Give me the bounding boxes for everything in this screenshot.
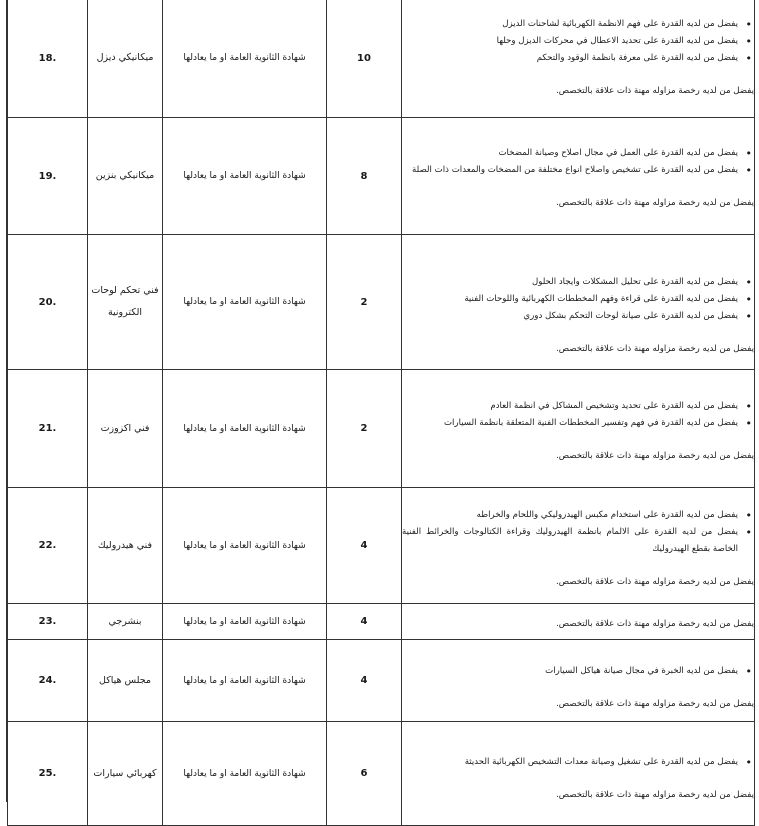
requirement-item: • يفضل من لديه القدرة على فهم الانظمة الكهربائية لشاحنات الديزل (402, 16, 738, 33)
positions-count: 6 (327, 722, 402, 826)
requirement-item: • يفضل من لديه القدرة على تحديد وتشخيص المشاكل في انظمة العادم (402, 398, 738, 415)
requirements-content (402, 140, 754, 212)
requirements-content (402, 610, 754, 633)
license-note: يفضل من لديه رخصة مزاوله مهنة ذات علاقة بالتخصص. (556, 198, 754, 208)
row-number: 19. (8, 118, 88, 235)
requirements-cell (402, 604, 755, 640)
requirement-item: • يفضل من لديه القدرة على استخدام مكبس الهيدروليكي واللحام والخراطه (402, 507, 738, 524)
row-number: 18. (8, 0, 88, 118)
requirements-list (402, 754, 754, 771)
requirement-item: • يفضل من لديه القدرة على تشغيل وصيانة معدات التشخيص الكهربائية الحديثة (402, 754, 738, 771)
requirements-list (402, 145, 754, 179)
requirement-item: • يفضل من لديه القدرة على صيانة لوحات التحكم بشكل دوري (402, 308, 738, 325)
job-title: فني تحكم لوحات الكترونية (88, 235, 163, 370)
requirements-cell (402, 370, 755, 488)
requirements-content (402, 393, 754, 465)
requirements-cell (402, 722, 755, 826)
requirements-list (402, 663, 754, 680)
qualification: شهادة الثانوية العامة او ما يعادلها (163, 722, 327, 826)
table-row (8, 488, 755, 604)
license-note: يفضل من لديه رخصة مزاوله مهنة ذات علاقة بالتخصص. (556, 343, 754, 354)
job-title: ميكانيكي ديزل (88, 0, 163, 118)
table-row (8, 0, 755, 118)
requirements-cell (402, 488, 755, 604)
qualification: شهادة الثانوية العامة او ما يعادلها (163, 640, 327, 722)
requirements-content (402, 744, 754, 804)
requirement-item: • يفضل من لديه القدرة على الالمام بانظمة الهيدروليك وقراءة الكتالوجات والخرائط الفنية الخاصة بقطع الهيدروليك (402, 524, 738, 558)
job-requirements-document (6, 0, 755, 802)
qualification: شهادة الثانوية العامة او ما يعادلها (163, 0, 327, 118)
requirements-content (402, 247, 754, 358)
requirements-cell (402, 0, 755, 118)
job-title: بنشرجي (88, 604, 163, 640)
row-number: 22. (8, 488, 88, 604)
requirements-cell (402, 118, 755, 235)
qualification: شهادة الثانوية العامة او ما يعادلها (163, 235, 327, 370)
positions-count: 2 (327, 235, 402, 370)
table-row (8, 604, 755, 640)
license-note: يفضل من لديه رخصة مزاوله مهنة ذات علاقة بالتخصص. (556, 698, 754, 709)
requirement-item: • يفضل من لديه الخبرة في مجال صيانة هياكل السيارات (402, 663, 738, 680)
requirement-item: • يفضل من لديه القدرة في فهم وتفسير المخططات الفنية المتعلقة بانظمة السيارات (402, 415, 738, 432)
positions-count: 4 (327, 604, 402, 640)
requirements-content (402, 501, 754, 591)
requirement-item: • يفضل من لديه القدرة على قراءة وفهم المخططات الكهربائية واللوحات الفنية (402, 291, 738, 308)
requirement-item: • يفضل من لديه القدرة على العمل في مجال اصلاح وصيانة المضخات (402, 145, 738, 162)
table-row (8, 370, 755, 488)
requirements-list (402, 16, 754, 67)
table-row (8, 118, 755, 235)
requirements-list (402, 398, 754, 432)
requirement-item: • يفضل من لديه القدرة على تشخيص واصلاح انواع مختلفة من المضخات والمعدات ذات الصلة (402, 162, 738, 179)
positions-count: 8 (327, 118, 402, 235)
requirements-cell (402, 640, 755, 722)
row-number: 21. (8, 370, 88, 488)
job-title: فني هيدروليك (88, 488, 163, 604)
requirement-item: • يفضل من لديه القدرة على تحديد الاعطال في محركات الديزل وحلها (402, 33, 738, 50)
qualification: شهادة الثانوية العامة او ما يعادلها (163, 118, 327, 235)
table-row (8, 235, 755, 370)
job-requirements-table (7, 0, 755, 826)
positions-count: 2 (327, 370, 402, 488)
row-number: 25. (8, 722, 88, 826)
license-note: يفضل من لديه رخصة مزاوله مهنة ذات علاقة بالتخصص. (556, 86, 754, 96)
row-number: 24. (8, 640, 88, 722)
license-note: يفضل من لديه رخصة مزاوله مهنة ذات علاقة بالتخصص. (556, 619, 754, 629)
table-row (8, 640, 755, 722)
row-number: 23. (8, 604, 88, 640)
qualification: شهادة الثانوية العامة او ما يعادلها (163, 604, 327, 640)
license-note: يفضل من لديه رخصة مزاوله مهنة ذات علاقة بالتخصص. (556, 576, 754, 587)
license-note: يفضل من لديه رخصة مزاوله مهنة ذات علاقة بالتخصص. (556, 789, 754, 800)
table-row (8, 722, 755, 826)
requirements-content (402, 16, 754, 100)
requirement-item: • يفضل من لديه القدرة على تحليل المشكلات وايجاد الحلول (402, 274, 738, 291)
positions-count: 4 (327, 640, 402, 722)
job-title: فني اكزوزت (88, 370, 163, 488)
requirements-cell (402, 235, 755, 370)
qualification: شهادة الثانوية العامة او ما يعادلها (163, 370, 327, 488)
row-number: 20. (8, 235, 88, 370)
positions-count: 10 (327, 0, 402, 118)
positions-count: 4 (327, 488, 402, 604)
table-body (8, 0, 755, 826)
job-title: مجلس هياكل (88, 640, 163, 722)
job-title: ميكانيكي بنزين (88, 118, 163, 235)
qualification: شهادة الثانوية العامة او ما يعادلها (163, 488, 327, 604)
license-note: يفضل من لديه رخصة مزاوله مهنة ذات علاقة بالتخصص. (556, 450, 754, 461)
requirements-content (402, 649, 754, 713)
requirements-list (402, 507, 754, 558)
job-title: كهربائي سيارات (88, 722, 163, 826)
requirements-list (402, 274, 754, 325)
requirement-item: • يفضل من لديه القدرة على معرفة بانظمة الوقود والتحكم (402, 50, 738, 67)
